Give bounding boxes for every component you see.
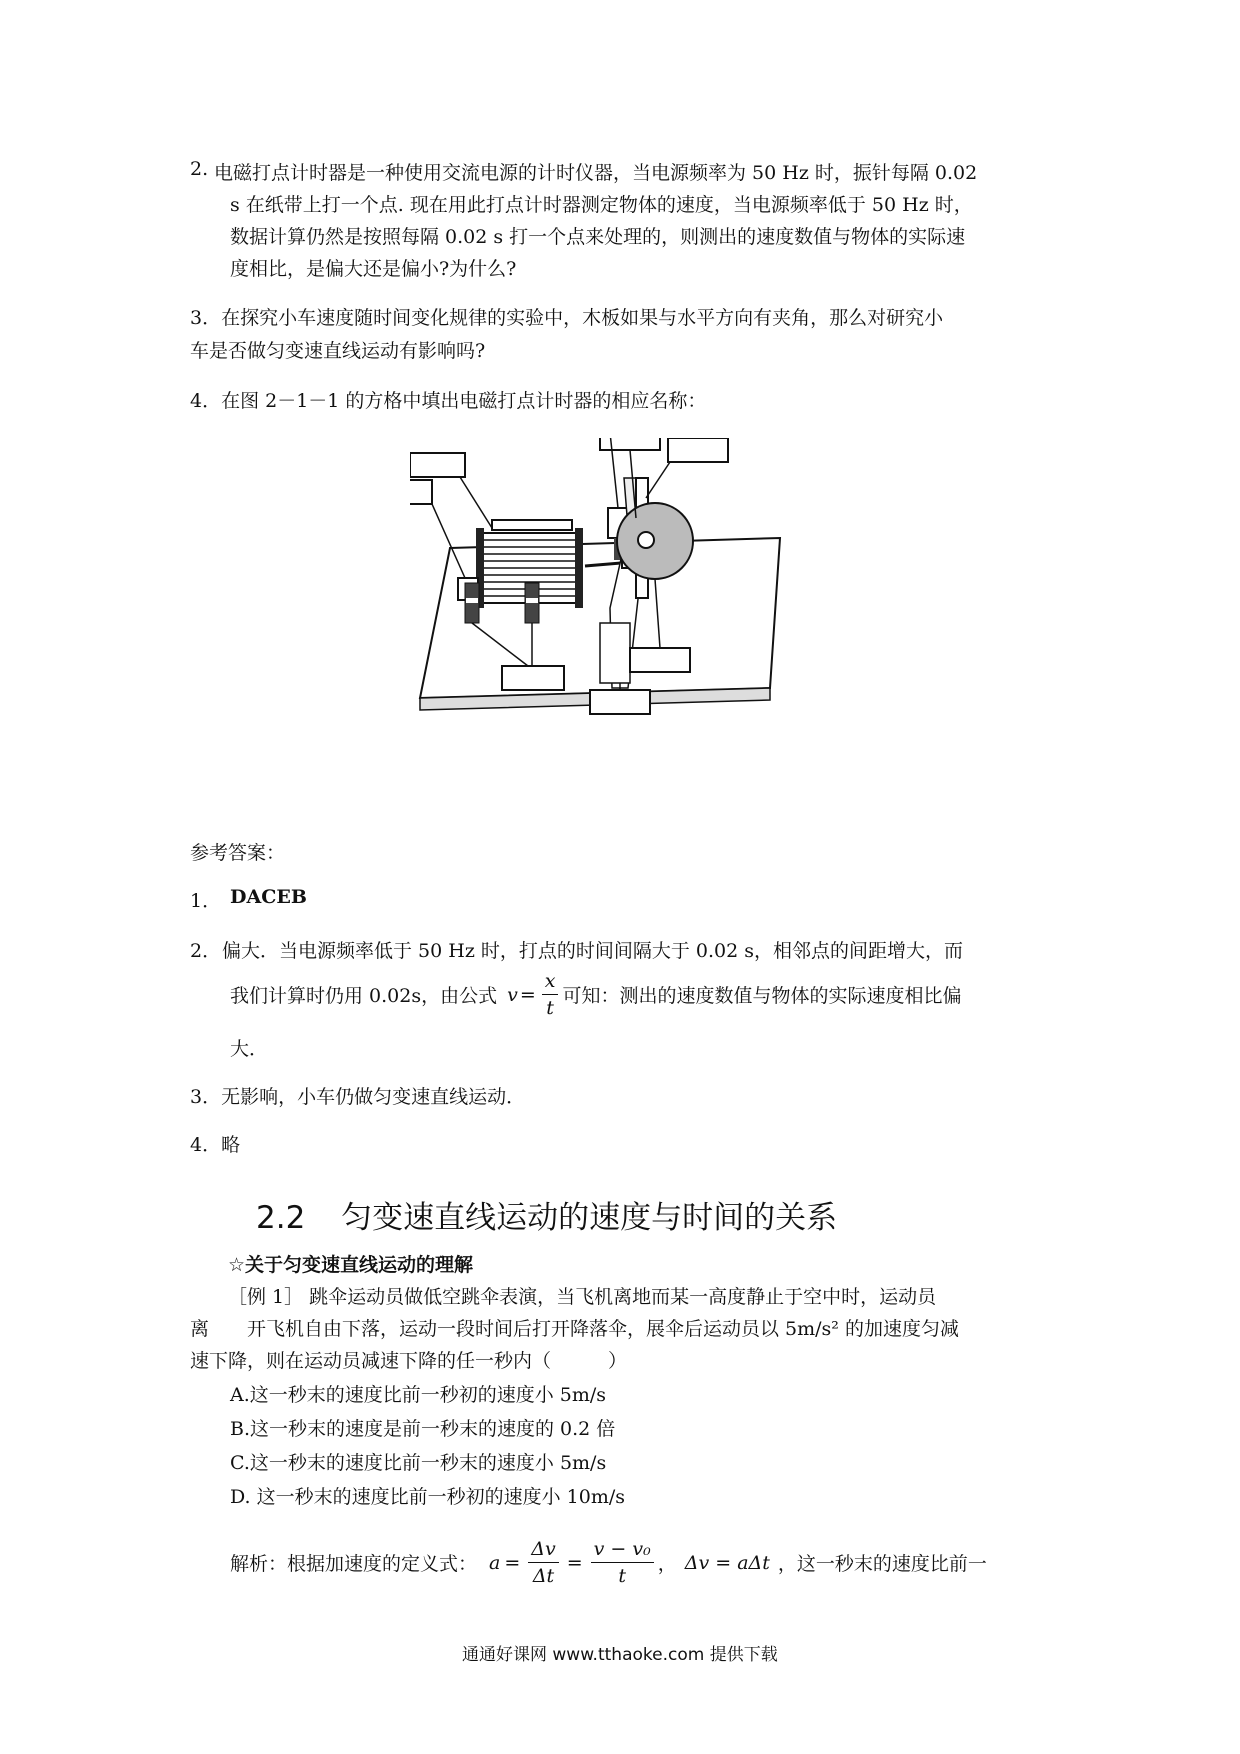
- stand-bar: [600, 623, 630, 683]
- analysis-equals-1: =: [504, 1551, 521, 1574]
- analysis-a: a: [489, 1551, 501, 1574]
- option-b: B.这一秒末的速度是前一秒末的速度的 0.2 倍: [230, 1418, 616, 1440]
- section-number: 2.2: [256, 1200, 306, 1236]
- question-2-line-2: s 在纸带上打一个点. 现在用此打点计时器测定物体的速度，当电源频率低于 50 Hz 时，: [230, 194, 973, 216]
- answers-heading: 参考答案：: [190, 842, 286, 864]
- analysis-fraction-1: [528, 1536, 558, 1589]
- carbon-paper-disc: [617, 503, 693, 579]
- question-2-number: 2.: [190, 158, 209, 180]
- analysis-mid: ，: [657, 1553, 677, 1575]
- analysis-f2-denominator: t: [618, 1565, 627, 1587]
- answer-2-number: 2．: [190, 940, 222, 962]
- analysis-f2-numerator: v − v₀: [591, 1536, 654, 1563]
- answer-1-number: 1．: [190, 890, 222, 912]
- answer-4: 4．略: [190, 1134, 241, 1156]
- page-footer: 通通好课网 www.tthaoke.com 提供下载: [462, 1645, 778, 1665]
- analysis-f1-numerator: Δv: [528, 1536, 558, 1563]
- question-3-line-1: 3．在探究小车速度随时间变化规律的实验中，木板如果与水平方向有夹角，那么对研究小: [190, 307, 944, 329]
- answer-2-line-3: 大．: [230, 1038, 269, 1060]
- analysis-dv: Δv = aΔt: [684, 1551, 770, 1574]
- analysis-f1-denominator: Δt: [532, 1565, 555, 1587]
- section-subtitle: ☆关于匀变速直线运动的理解: [228, 1254, 474, 1276]
- ticker-timer-diagram: [410, 438, 790, 810]
- question-2-line-1: 电磁打点计时器是一种使用交流电源的计时仪器，当电源频率为 50 Hz 时，振针每隔 0.02: [214, 162, 978, 184]
- answer-2-line-1: 偏大．当电源频率低于 50 Hz 时，打点的时间间隔大于 0.02 s，相邻点的间距增大，而: [222, 940, 964, 962]
- example-line-2: 离 开飞机自由下落，运动一段时间后打开降落伞，展伞后运动员以 5m/s² 的加速度匀减: [190, 1318, 959, 1340]
- example-line-3: 速下降，则在运动员减速下降的任一秒内（ ）: [190, 1350, 628, 1372]
- question-3-line-2: 车是否做匀变速直线运动有影响吗?: [190, 340, 486, 362]
- analysis-post: ，这一秒末的速度比前一: [777, 1553, 987, 1575]
- formula-numerator: x: [542, 968, 559, 995]
- question-2-line-4: 度相比，是偏大还是偏小?为什么?: [230, 258, 517, 280]
- analysis-line: [230, 1536, 987, 1589]
- option-a: A.这一秒末的速度比前一秒初的速度小 5m/s: [230, 1384, 607, 1406]
- answer-2-line-2-post: 可知：测出的速度数值与物体的实际速度相比偏: [562, 985, 962, 1007]
- option-d: D. 这一秒末的速度比前一秒初的速度小 10m/s: [230, 1486, 626, 1508]
- example-line-1: ［例 1］ 跳伞运动员做低空跳伞表演，当飞机离地而某一高度静止于空中时，运动员: [228, 1286, 937, 1308]
- formula-fraction: [542, 968, 559, 1021]
- section-title: 匀变速直线运动的速度与时间的关系: [341, 1200, 838, 1236]
- question-4-line-1: 4．在图 2－1－1 的方格中填出电磁打点计时器的相应名称：: [190, 390, 707, 412]
- formula-v: v: [507, 983, 518, 1006]
- answer-2-line-2-pre: 我们计算时仍用 0.02s，由公式: [230, 985, 498, 1007]
- analysis-pre: 解析：根据加速度的定义式：: [230, 1553, 478, 1575]
- section-heading: [256, 1192, 837, 1237]
- option-c: C.这一秒末的速度比前一秒末的速度小 5m/s: [230, 1452, 607, 1474]
- formula-denominator: t: [546, 997, 554, 1019]
- answer-1-text: DACEB: [230, 886, 307, 908]
- answer-2-line-2: [230, 968, 962, 1021]
- analysis-fraction-2: [591, 1536, 654, 1589]
- question-2-line-3: 数据计算仍然是按照每隔 0.02 s 打一个点来处理的，则测出的速度数值与物体的实际速: [230, 226, 966, 248]
- formula-equals: =: [519, 983, 536, 1006]
- answer-3: 3．无影响，小车仍做匀变速直线运动．: [190, 1086, 526, 1108]
- analysis-equals-2: =: [566, 1551, 583, 1574]
- disc-center: [638, 532, 654, 548]
